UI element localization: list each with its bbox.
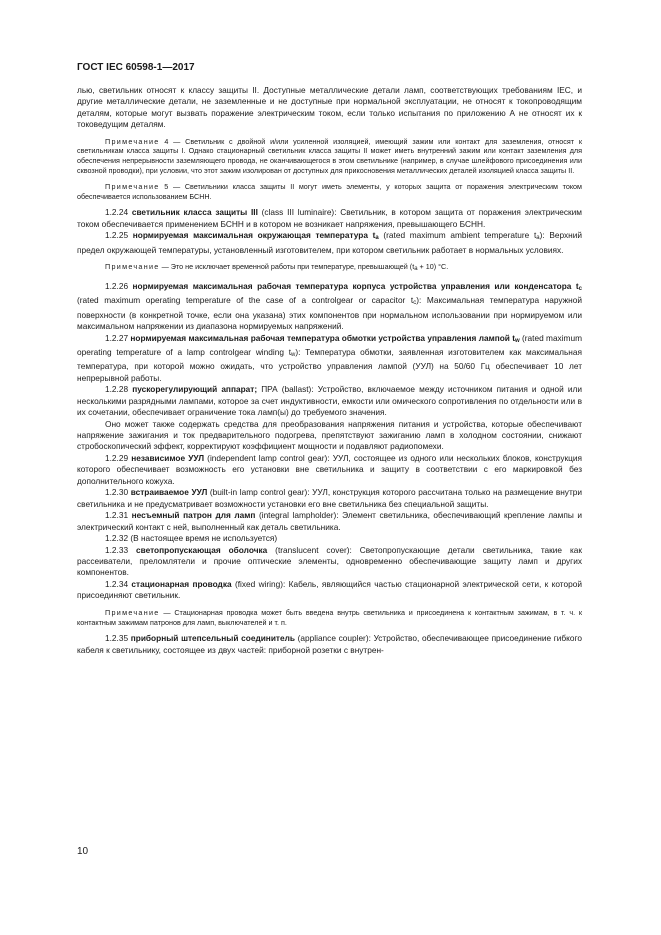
term-subscript: c [578,285,582,292]
term-definition: (appliance coupler): Устройство, обеспечивающее присоединение гибкого кабеля к светильнику, состоящее из двух частей: приборной розетки с внутрен- [77,633,582,655]
term-number: 1.2.24 [105,207,132,218]
term-subscript: w [515,337,520,344]
term-definition: (rated maximum ambient temperature t [378,230,537,241]
term-number: 1.2.26 [105,280,133,291]
term-name: нормируемая максимальная окружающая температура t [132,230,376,241]
document-header: ГОСТ IEC 60598-1—2017 [77,62,195,73]
term-definition: (built-in lamp control gear): УУЛ, конструкция которого рассчитана только на размещение внутри светильника и не предусматривает возможности установки его вне светильника без специальной защиты. [77,487,582,509]
note-1-2-25 [77,262,582,275]
term-name: встраиваемое УУЛ [130,487,208,498]
term-1-2-25 [77,230,582,256]
term-definition: (translucent cover): Светопропускающие детали светильника, такие как рассеиватели, преломлятели и прочие оптические элементы, одновременно обеспечивающие защиту ламп и других компонентов. [77,544,583,578]
term-1-2-28 [77,384,582,418]
note-text: + 10) °С. [417,262,449,272]
term-name: пускорегулирующий аппарат; [132,384,258,395]
term-1-2-28-continuation: Оно может также содержать средства для преобразования напряжения питания и устройства, которые обеспечивают напряжение зажигания и ток предварительного подогрева, препятствуют зажиганию ламп в холодном состоянии, снижают стробоскопический эффект, корректируют коэффициент мощности и подавляют радиопомехи. [77,418,582,452]
term-number: 1.2.30 [105,487,131,498]
paragraph-continuation: лью, светильник относят к классу защиты II. Доступные металлические детали ламп, соответствующих требованиям IEC, и другие металлические детали, не заземленные и не доступные при нормальной эксплуатации, не относят к токопроводящим деталям, которые могут вызвать поражение электрическим током, если только испытания по приложению А не относят их к токоведущим деталям. [77,85,582,130]
term-name: приборный штепсельный соединитель [130,633,295,644]
term-definition: (integral lampholder): Элемент светильника, обеспечивающий крепление лампы и электрический контакт с ней, выполненный как деталь светильника. [77,510,583,532]
term-definition: ): Максимальная температура наружной поверхности (в конкретной точке, если она указана) этих компонентов при нормальном использовании при нормируемом или максимальном напряжении из диапазона нормируемых напряжений. [77,295,582,332]
term-number: 1.2.34 [105,578,132,589]
term-name: нормируемая максимальная рабочая температура обмотки устройства управления лампой t [130,332,516,343]
note-text: 5 — Светильники класса защиты II могут иметь элементы, у которых защита от поражения электрическим током обеспечивается использованием БСНН. [77,181,582,201]
term-subscript: a [536,235,540,242]
term-1-2-32: 1.2.32 (В настоящее время не используется) [105,533,278,544]
note-label: Примечание [105,181,160,191]
term-name: стационарная проводка [131,578,232,589]
term-1-2-29 [77,453,582,487]
term-definition: (fixed wiring): Кабель, являющийся частью стационарной электрической сети, к которой присоединяют светильник. [77,578,582,601]
term-subscript: a [375,235,379,242]
term-1-2-27 [77,333,582,385]
document-body [77,85,582,656]
note-1-2-34 [77,608,582,628]
term-1-2-35 [77,633,582,656]
term-number: 1.2.25 [105,230,133,241]
term-1-2-30 [77,487,582,510]
note-label: Примечание [105,136,160,146]
term-number: 1.2.35 [105,633,131,644]
term-name: независимое УУЛ [131,452,205,463]
note-label: Примечание [105,262,160,272]
term-definition: ): Верхний предел окружающей температуры, установленный изготовителем, при котором светильник работает в нормальных условиях. [77,230,582,255]
term-definition: (independent lamp control gear): УУЛ, состоящее из одного или нескольких блоков, конструкция которого обеспечивает возможность его установки вне светильника и защиту в соответствии с его маркировкой без дополнительного кожуха. [77,452,582,486]
term-number: 1.2.33 [105,544,136,555]
term-1-2-24 [77,207,582,230]
term-number: 1.2.31 [105,510,132,521]
note-label: Примечание [105,607,160,617]
page-number: 10 [77,846,89,857]
note-text: — Это не исключает временной работы при температуре, превышающей (t [159,262,415,272]
term-name: светильник класса защиты III [131,207,258,218]
note-5 [77,182,582,202]
note-4 [77,137,582,176]
term-number: 1.2.29 [105,452,132,463]
term-definition: (rated maximum operating temperature of a lamp controlgear winding t [77,332,582,358]
term-name: нормируемая максимальная рабочая температура корпуса устройства управления или конденсатора t [132,280,579,291]
term-definition: (rated maximum operating temperature of the case of a controlgear or capacitor t [77,295,414,306]
term-subscript: w [291,352,296,359]
term-1-2-31 [77,510,582,533]
term-1-2-34 [77,579,582,602]
term-definition: ): Температура обмотки, заявленная изготовителем как максимальная температура, при которой можно ожидать, что устройство управления лампой (УУЛ) на 50/60 Гц обеспечивает 10 лет непрерывной работы. [77,347,582,383]
term-definition: ПРА (ballast): Устройство, включаемое между источником питания и одной или несколькими разрядными лампами, которое за счет индуктивности, емкости или омического сопротивления по отдельности или в их сочетании, обеспечивает ограничение тока ламп(ы) до требуемого значения. [77,384,583,418]
note-text: — Стационарная проводка может быть введена внутрь светильника и присоединена к контактным зажимам, в т. ч. к контактным зажимам патронов для ламп, выключателей и т. п. [77,607,582,627]
term-1-2-26 [77,281,582,333]
note-text: 4 — Светильник с двойной и/или усиленной изоляцией, имеющий зажим или контакт для заземления, относят к светильникам класса защиты I. Однако стационарный светильник класса защиты II может иметь внутренний зажим или контакт заземления для обеспечения непрерывности заземляющего провода, не оканчивающегося в этом светильнике (например, в случае шлейфового присоединения или сквозной проводки), при условии, что этот зажим изолирован от доступных для прикосновения металлических деталей изоляцией класса защиты II. [77,136,582,176]
term-name: светопропускающая оболочка [135,544,268,555]
term-subscript: c [413,300,417,307]
term-definition: (class III luminaire): Светильник, в котором защита от поражения электрическим током обеспечивается применением БСНН и в котором не возникает напряжения, превышающего БСНН. [77,207,582,229]
term-name: несъемный патрон для ламп [131,510,256,521]
term-1-2-33 [77,545,582,579]
note-subscript: a [414,266,418,273]
term-number: 1.2.28 [105,384,133,395]
term-number: 1.2.27 [105,332,131,343]
